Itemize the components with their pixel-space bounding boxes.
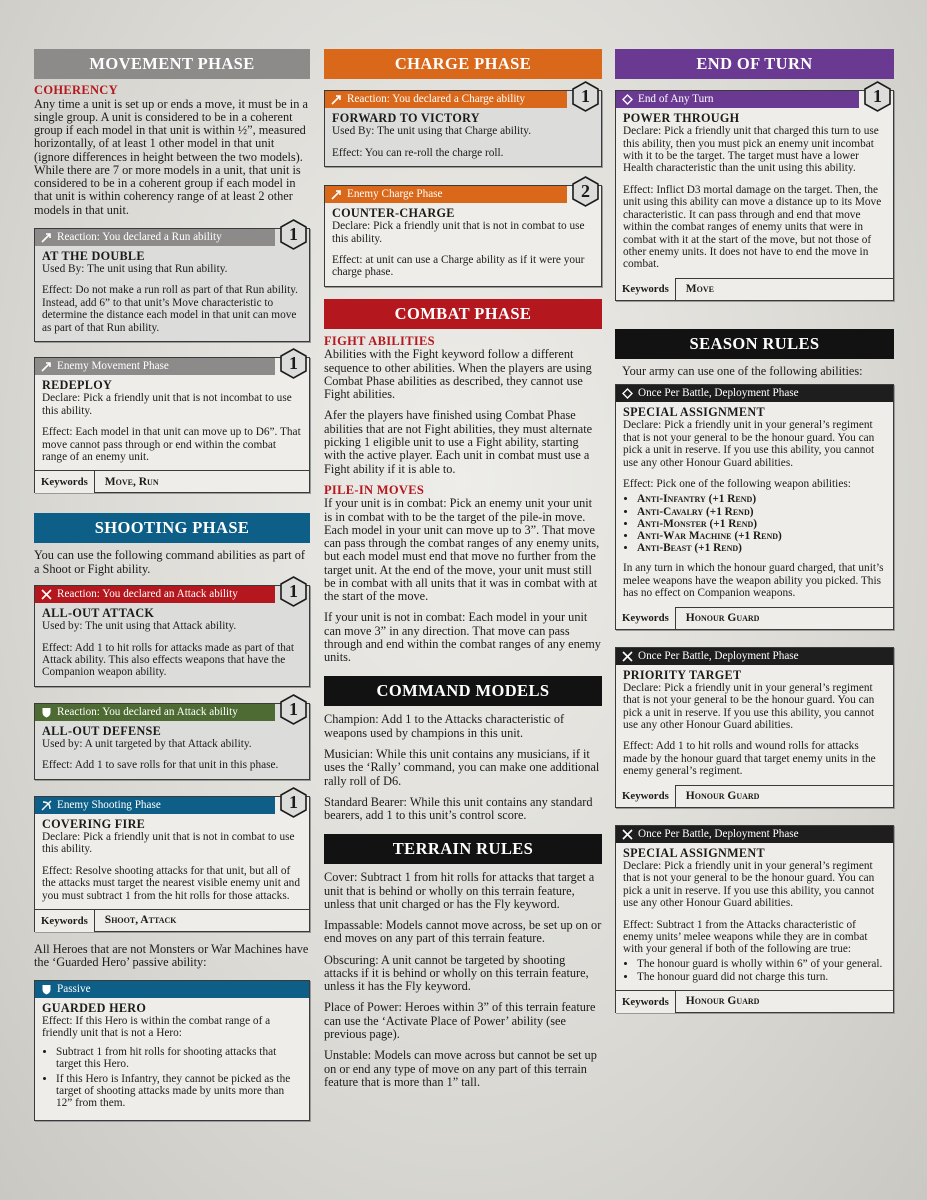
column-left [34,49,310,1121]
effect: Effect: You can re-roll the charge roll. [332,146,504,159]
keywords-row: Keywords Honour Guard [616,785,893,807]
terrain-rules-header: TERRAIN RULES [324,834,602,864]
declare: Declare: Pick a friendly unit in your general’s regiment that is not your general to be the honour guard. You can pick a unit in reserve. If you use this ability, you cannot use any other Honour Guard abilities. [623,859,875,910]
charge-phase-header: CHARGE PHASE [324,49,602,79]
swords-icon [622,829,633,840]
special-assignment-card-2 [615,825,894,1014]
all-out-defense-card [34,698,310,780]
fight-abilities-title: FIGHT ABILITIES [324,333,435,348]
shield-icon [41,707,52,718]
charge-icon [331,189,342,200]
keywords-row: Keywords Move, Run [35,470,309,492]
keywords-row: Keywords Honour Guard [616,990,893,1012]
list-item: • Anti-Infantry (+1 Rend) [637,493,886,505]
list-item: • The honour guard is wholly within 6” of your general. [637,958,886,970]
list-item: • Anti-Monster (+1 Rend) [637,518,886,530]
diamond-icon [622,94,633,105]
coherency-section [34,84,310,217]
after-text: In any turn in which the honour guard charged, that unit’s melee weapons have the weapon ability you picked. This has no effect on Companion weapons. [623,562,884,600]
keywords-row: Keywords Honour Guard [616,607,893,629]
used-by: Used by: A unit targeted by that Attack ability. [42,738,252,751]
heroes-text: All Heroes that are not Monsters or War Machines have the ‘Guarded Hero’ passive ability: [34,942,309,970]
effect: Effect: Add 1 to hit rolls for attacks made as part of that Attack ability. This also effects weapons that have the Companion weapon ability. [42,641,295,679]
used-by: Used By: The unit using that Run ability. [42,263,228,276]
card-bar: Passive [35,981,309,998]
command-point-badge: 1 [280,348,307,379]
terrain-section [324,871,602,1089]
run-icon [41,361,52,372]
command-point-badge: 1 [572,81,599,112]
card-title: COUNTER-CHARGE [332,206,455,221]
swords-icon [41,589,52,600]
card-title: SPECIAL ASSIGNMENT [623,405,765,420]
effect: Effect: Each model in that unit can move up to D6”. That move cannot pass through or end within the combat range of an enemy unit. [42,426,301,464]
shield-icon [41,984,52,995]
special-assignment-card-1 [615,384,894,629]
fight-abilities-section [324,335,602,476]
pile-in-title: PILE-IN MOVES [324,482,425,497]
forward-to-victory-card [324,86,602,167]
bearer-text: Standard Bearer: While this unit contains any standard bearers, add 1 to this unit’s control score. [324,794,593,823]
card-bar: Reaction: You declared a Run ability [35,229,275,246]
card-bar: End of Any Turn [616,91,859,108]
power-text: Place of Power: Heroes within 3” of this terrain feature can use the ‘Activate Place of Power’ ability (see previous page). [324,1000,596,1041]
shooting-phase-header: SHOOTING PHASE [34,513,310,543]
card-title: SPECIAL ASSIGNMENT [623,845,765,860]
paragraph: If your unit is not in combat: Each model in your unit can move 3” in any direction. That move can pass through and end within the combat ranges of any enemy units. [324,610,601,665]
paragraph: Afer the players have finished using Combat Phase abilities that are not Fight abilities, they must alternate picking 1 eligible unit to use a Fight ability, starting with the active player. Each unit in combat must use a Fight ability if it is able to. [324,408,593,476]
priority-target-card [615,647,894,808]
diamond-icon [622,388,633,399]
season-intro: Your army can use one of the following abilities: [622,363,863,378]
effect: Effect: Inflict D3 mortal damage on the target. Then, the unit using this ability can move a distance up to its Move characteristic. It can pass through and end that move within the combat ranges of enemy units that were in combat with it at the start of the move, but not those of other enemy units. It does not have to end the move in combat. [623,183,882,271]
card-title: PRIORITY TARGET [623,667,742,682]
effect: Effect: Do not make a run roll as part of that Run ability. Instead, add 6” to that unit’s Move characteristic to determine the distance each model in that unit can move as part of that Run ability. [42,284,298,334]
command-point-badge: 1 [864,81,891,112]
card-bar: Reaction: You declared an Attack ability [35,704,275,721]
paragraph: Abilities with the Fight keyword follow a different sequence to other abilities. When the players are using Combat Phase abilities as described, they cannot use Fight abilities. [324,347,592,402]
keywords-row: Keywords Shoot, Attack [35,909,309,931]
declare: Declare: Pick a friendly unit in your general’s regiment that is not your general to be the honour guard. You can pick a unit in reserve. If you use this ability, you cannot use any other Honour Guard abilities. [623,419,875,469]
effect: Effect: Add 1 to save rolls for that unit in this phase. [42,759,279,772]
command-point-badge: 1 [280,576,307,607]
card-title: COVERING FIRE [42,816,146,831]
card-bar: Enemy Movement Phase [35,358,275,375]
card-bar: Reaction: You declared an Attack ability [35,586,275,603]
musician-text: Musician: While this unit contains any musicians, if it uses the ‘Rally’ command, you can make one additional rally roll of D6. [324,746,600,788]
card-title: REDEPLOY [42,378,113,393]
covering-fire-card [34,791,310,932]
card-bar: Once Per Battle, Deployment Phase [616,826,893,843]
champion-text: Champion: Add 1 to the Attacks characteristic of weapons used by champions in this unit. [324,712,565,740]
command-point-badge: 1 [280,787,307,818]
column-middle [324,49,602,1089]
bullet-list [637,493,886,554]
card-bar: Reaction: You declared a Charge ability [325,91,567,108]
card-title: POWER THROUGH [623,111,740,125]
all-out-attack-card [34,580,310,687]
declare: Declare: Pick a friendly unit that charged this turn to use this ability, then you must pick an enemy unit incombat with it to be the target. The target must have a lower Health characteristic than the unit using this ability. [623,125,879,175]
cover-text: Cover: Subtract 1 from hit rolls for attacks that target a unit that is behind or wholly on this terrain feature, unless that unit charged or has the Fly keyword. [324,870,595,911]
card-bar: Enemy Charge Phase [325,186,567,203]
declare: Declare: Pick a friendly unit in your general’s regiment that is not your general to be the honour guard. You can pick a unit in reserve. If you use this ability, you cannot use any other Honour Guard abilities. [623,681,875,731]
guarded-hero-card [34,980,310,1121]
counter-charge-card [324,181,602,287]
charge-icon [331,94,342,105]
column-right [615,49,894,1013]
command-point-badge: 2 [572,176,599,207]
command-point-badge: 1 [280,219,307,250]
coherency-text: Any time a unit is set up or ends a move, it must be in a single group. A unit is considered to be in a coherent group if each model in that unit is within ½”, measured horizontally, of at least 1 other model in that unit (ignore differences in height between the two models). While there are 7 or more models in a unit, that unit is considered to be in a coherent group if each model in that unit is within coherency range of at least 2 other models in that unit. [34,96,308,217]
declare: Declare: Pick a friendly unit that is not in combat to use this ability. [42,831,295,856]
declare: Declare: Pick a friendly unit that is not incombat to use this ability. [42,392,292,417]
used-by: Used By: The unit using that Charge ability. [332,125,532,138]
pile-in-section [324,484,602,665]
command-models-section [324,713,602,822]
list-item: • Anti-War Machine (+1 Rend) [637,530,886,542]
card-title: GUARDED HERO [42,1000,147,1015]
used-by: Used by: The unit using that Attack ability. [42,620,237,633]
at-the-double-card [34,223,310,342]
run-icon [41,232,52,243]
list-item: • If this Hero is Infantry, they cannot be picked as the target of shooting attacks made by units more than 12” from them. [56,1073,302,1110]
bullet-list [637,958,886,983]
card-title: FORWARD TO VICTORY [332,111,480,125]
movement-phase-header: MOVEMENT PHASE [34,49,310,79]
bullet-list [56,1046,302,1110]
keywords-row: Keywords Move [616,278,893,300]
power-through-card [615,86,894,301]
redeploy-card [34,353,310,493]
effect: Effect: Pick one of the following weapon abilities: [623,477,851,490]
impassable-text: Impassable: Models cannot move across, be set up on or end moves on any part of this terrain feature. [324,918,602,946]
card-bar: Enemy Shooting Phase [35,797,275,814]
coherency-title: COHERENCY [34,83,118,97]
bow-icon [41,800,52,811]
combat-phase-header: COMBAT PHASE [324,299,602,329]
list-item: • Subtract 1 from hit rolls for shooting attacks that target this Hero. [56,1046,302,1070]
swords-icon [622,651,633,662]
card-bar: Once Per Battle, Deployment Phase [616,648,893,665]
card-title: AT THE DOUBLE [42,248,145,263]
season-rules-header: SEASON RULES [615,329,894,359]
command-models-header: COMMAND MODELS [324,676,602,706]
effect: Effect: at unit can use a Charge ability as if it were your charge phase. [332,254,585,279]
effect: Effect: Add 1 to hit rolls and wound rolls for attacks made by the honour guard that target enemy units in the enemy general’s regiment. [623,740,876,778]
list-item: • Anti-Cavalry (+1 Rend) [637,506,886,518]
effect: Effect: If this Hero is within the combat range of a friendly unit that is not a Hero: [42,1014,271,1040]
shooting-intro: You can use the following command abilities as part of a Shoot or Fight ability. [34,548,305,576]
list-item: • Anti-Beast (+1 Rend) [637,542,886,554]
card-bar: Once Per Battle, Deployment Phase [616,385,893,402]
effect: Effect: Subtract 1 from the Attacks characteristic of enemy units’ melee weapons while they are in combat with your general if both of the following are true: [623,918,868,956]
command-point-badge: 1 [280,694,307,725]
list-item: • The honour guard did not charge this turn. [637,971,886,983]
declare: Declare: Pick a friendly unit that is not in combat to use this ability. [332,220,585,245]
effect: Effect: Resolve shooting attacks for that unit, but all of the attacks must target the nearest visible enemy unit and you must subtract 1 from the hit rolls for those attacks. [42,864,300,902]
card-title: ALL-OUT ATTACK [42,605,155,620]
paragraph: If your unit is in combat: Pick an enemy unit your unit is in combat with to be the target of the pile-in move. Each model in your unit can move up to 3”. That move can pass through the combat ranges of any enemy units, but each model must end that move no further from the target unit. At the end of the move, your unit must still be in combat with all units that it was in combat with at the start of the move. [324,496,600,604]
obscuring-text: Obscuring: A unit cannot be targeted by shooting attacks if it is behind or wholly on this terrain feature, unless it has the Fly keyword. [324,952,589,994]
card-title: ALL-OUT DEFENSE [42,723,162,738]
end-of-turn-header: END OF TURN [615,49,894,79]
unstable-text: Unstable: Models can move across but cannot be set up on or end any type of move on any part of this terrain feature that is more than 1” tall. [324,1048,597,1089]
